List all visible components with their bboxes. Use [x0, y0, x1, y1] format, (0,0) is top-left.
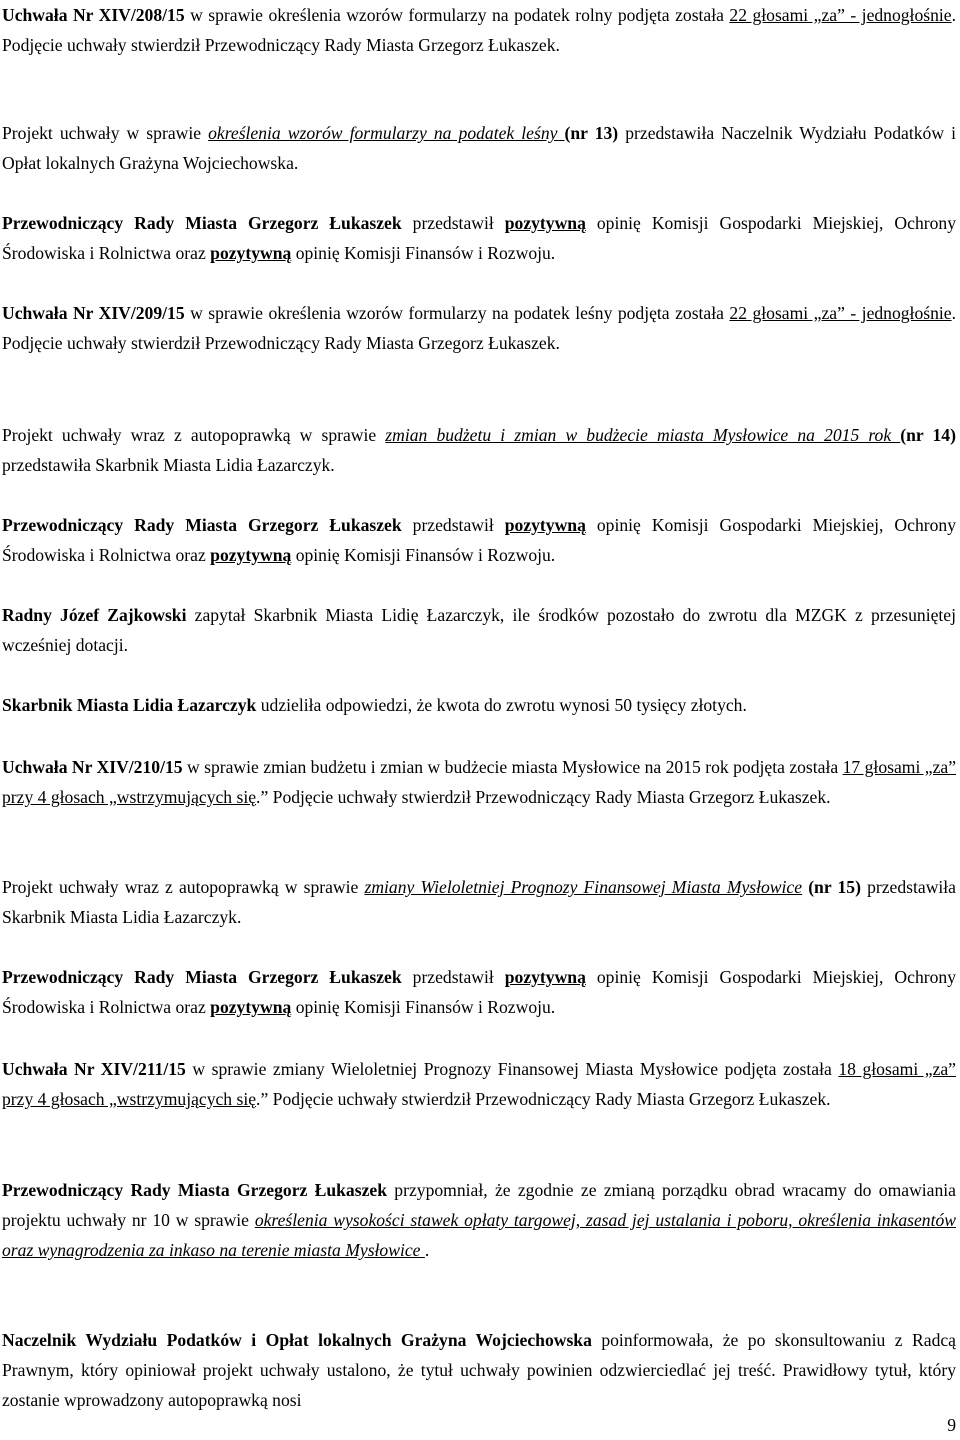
text-run: Projekt uchwały w sprawie — [2, 123, 209, 143]
text-run: . Podjęcie uchwały stwierdził Przewodniczący Rady Miasta Grzegorz Łukaszek. — [2, 5, 956, 55]
bold-text: pozytywną — [504, 967, 586, 987]
bold-text: (nr 14) — [900, 425, 956, 445]
text-run: przedstawił — [401, 213, 505, 233]
text-run: przedstawił — [401, 967, 505, 987]
paragraph — [2, 1054, 956, 1114]
text-run: opinię Komisji Finansów i Rozwoju. — [291, 243, 556, 263]
paragraph — [2, 510, 956, 570]
paragraph — [2, 962, 956, 1022]
bold-text: pozytywną — [210, 243, 292, 263]
paragraph — [2, 1175, 956, 1265]
text-run: zapytał Skarbnik Miasta Lidię Łazarczyk, ile środków pozostało do zwrotu dla MZGK z przesuniętej wcześniej dotacji. — [2, 605, 956, 655]
underlined-text: określenia wzorów formularzy na podatek leśny — [208, 123, 565, 143]
text-run: opinię Komisji Gospodarki Miejskiej, Ochrony Środowiska i Rolnictwa oraz — [2, 967, 956, 1017]
underlined-text: określenia wysokości stawek opłaty targowej, zasad jej ustalania i poboru, określenia inkasentów oraz wynagrodzenia za inkaso na terenie miasta Mysłowice — [2, 1210, 956, 1260]
underlined-text: 18 głosami „za” przy 4 głosach „wstrzymujących się — [2, 1059, 956, 1109]
text-run: .” Podjęcie uchwały stwierdził Przewodniczący Rady Miasta Grzegorz Łukaszek. — [256, 1089, 831, 1109]
underlined-text: zmiany Wieloletniej Prognozy Finansowej Miasta Mysłowice — [364, 877, 803, 897]
underlined-text: 22 głosami „za” - jednogłośnie — [729, 5, 952, 25]
text-run: . — [424, 1240, 430, 1260]
text-run: przedstawił — [401, 515, 505, 535]
text-run: w sprawie określenia wzorów formularzy na podatek rolny podjęta została — [184, 5, 730, 25]
paragraph — [2, 420, 956, 480]
bold-text: Przewodniczący Rady Miasta Grzegorz Łukaszek — [2, 213, 402, 233]
text-run: przedstawiła Skarbnik Miasta Lidia Łazarczyk. — [2, 455, 335, 475]
text-run: opinię Komisji Gospodarki Miejskiej, Ochrony Środowiska i Rolnictwa oraz — [2, 213, 956, 263]
page-number: 9 — [947, 1415, 956, 1435]
text-run: opinię Komisji Finansów i Rozwoju. — [291, 997, 556, 1017]
paragraph — [2, 1325, 956, 1415]
paragraph — [2, 118, 956, 178]
text-run: przedstawiła Skarbnik Miasta Lidia Łazarczyk. — [2, 877, 956, 927]
text-run: w sprawie określenia wzorów formularzy na podatek leśny podjęta została — [184, 303, 730, 323]
underlined-text: 22 głosami „za” - jednogłośnie — [729, 303, 952, 323]
underlined-text: 17 głosami „za” przy 4 głosach „wstrzymujących się — [2, 757, 957, 807]
bold-text: Uchwała Nr XIV/209/15 — [2, 303, 185, 323]
paragraph — [2, 600, 956, 660]
paragraph — [2, 690, 956, 720]
bold-text: pozytywną — [504, 213, 586, 233]
text-run: udzieliła odpowiedzi, że kwota do zwrotu wynosi 50 tysięcy złotych. — [256, 695, 747, 715]
paragraph — [2, 0, 956, 60]
text-run: przypomniał, że zgodnie ze zmianą porządku obrad wracamy do omawiania projektu uchwały nr 10 w sprawie — [2, 1180, 956, 1230]
bold-text: Naczelnik Wydziału Podatków i Opłat lokalnych Grażyna Wojciechowska — [2, 1330, 592, 1350]
paragraph — [2, 298, 956, 358]
text-run: Projekt uchwały wraz z autopoprawką w sprawie — [2, 425, 386, 445]
bold-text: pozytywną — [210, 545, 292, 565]
bold-text: (nr 15) — [808, 877, 861, 897]
bold-text: pozytywną — [504, 515, 586, 535]
bold-text: Uchwała Nr XIV/208/15 — [2, 5, 185, 25]
bold-text: Przewodniczący Rady Miasta Grzegorz Łukaszek — [2, 1180, 387, 1200]
text-run: . Podjęcie uchwały stwierdził Przewodniczący Rady Miasta Grzegorz Łukaszek. — [2, 303, 956, 353]
paragraph — [2, 872, 956, 932]
text-run: opinię Komisji Gospodarki Miejskiej, Ochrony Środowiska i Rolnictwa oraz — [2, 515, 956, 565]
bold-text: Przewodniczący Rady Miasta Grzegorz Łukaszek — [2, 515, 402, 535]
text-run: opinię Komisji Finansów i Rozwoju. — [291, 545, 556, 565]
bold-text: Skarbnik Miasta Lidia Łazarczyk — [2, 695, 257, 715]
bold-text: pozytywną — [210, 997, 292, 1017]
text-run: .” Podjęcie uchwały stwierdził Przewodniczący Rady Miasta Grzegorz Łukaszek. — [256, 787, 831, 807]
text-run: Projekt uchwały wraz z autopoprawką w sprawie — [2, 877, 365, 897]
bold-text: Przewodniczący Rady Miasta Grzegorz Łukaszek — [2, 967, 402, 987]
text-run: przedstawiła Naczelnik Wydziału Podatków i Opłat lokalnych Grażyna Wojciechowska. — [2, 123, 956, 173]
bold-text: Uchwała Nr XIV/211/15 — [2, 1059, 186, 1079]
bold-text: Radny Józef Zajkowski — [2, 605, 187, 625]
bold-text: Uchwała Nr XIV/210/15 — [2, 757, 183, 777]
text-run: w sprawie zmian budżetu i zmian w budżecie miasta Mysłowice na 2015 rok podjęta została — [182, 757, 843, 777]
underlined-text: zmian budżetu i zmian w budżecie miasta Mysłowice na 2015 rok — [385, 425, 901, 445]
paragraph — [2, 208, 956, 268]
text-run: w sprawie zmiany Wieloletniej Prognozy Finansowej Miasta Mysłowice podjęta została — [185, 1059, 839, 1079]
text-run: poinformowała, że po skonsultowaniu z Radcą Prawnym, który opiniował projekt uchwały ustalono, że tytuł uchwały powinien odzwierciedlać jej treść. Prawidłowy tytuł, który zostanie wprowadzony autopoprawką nosi — [2, 1330, 956, 1410]
bold-text: (nr 13) — [564, 123, 619, 143]
paragraph — [2, 752, 956, 812]
